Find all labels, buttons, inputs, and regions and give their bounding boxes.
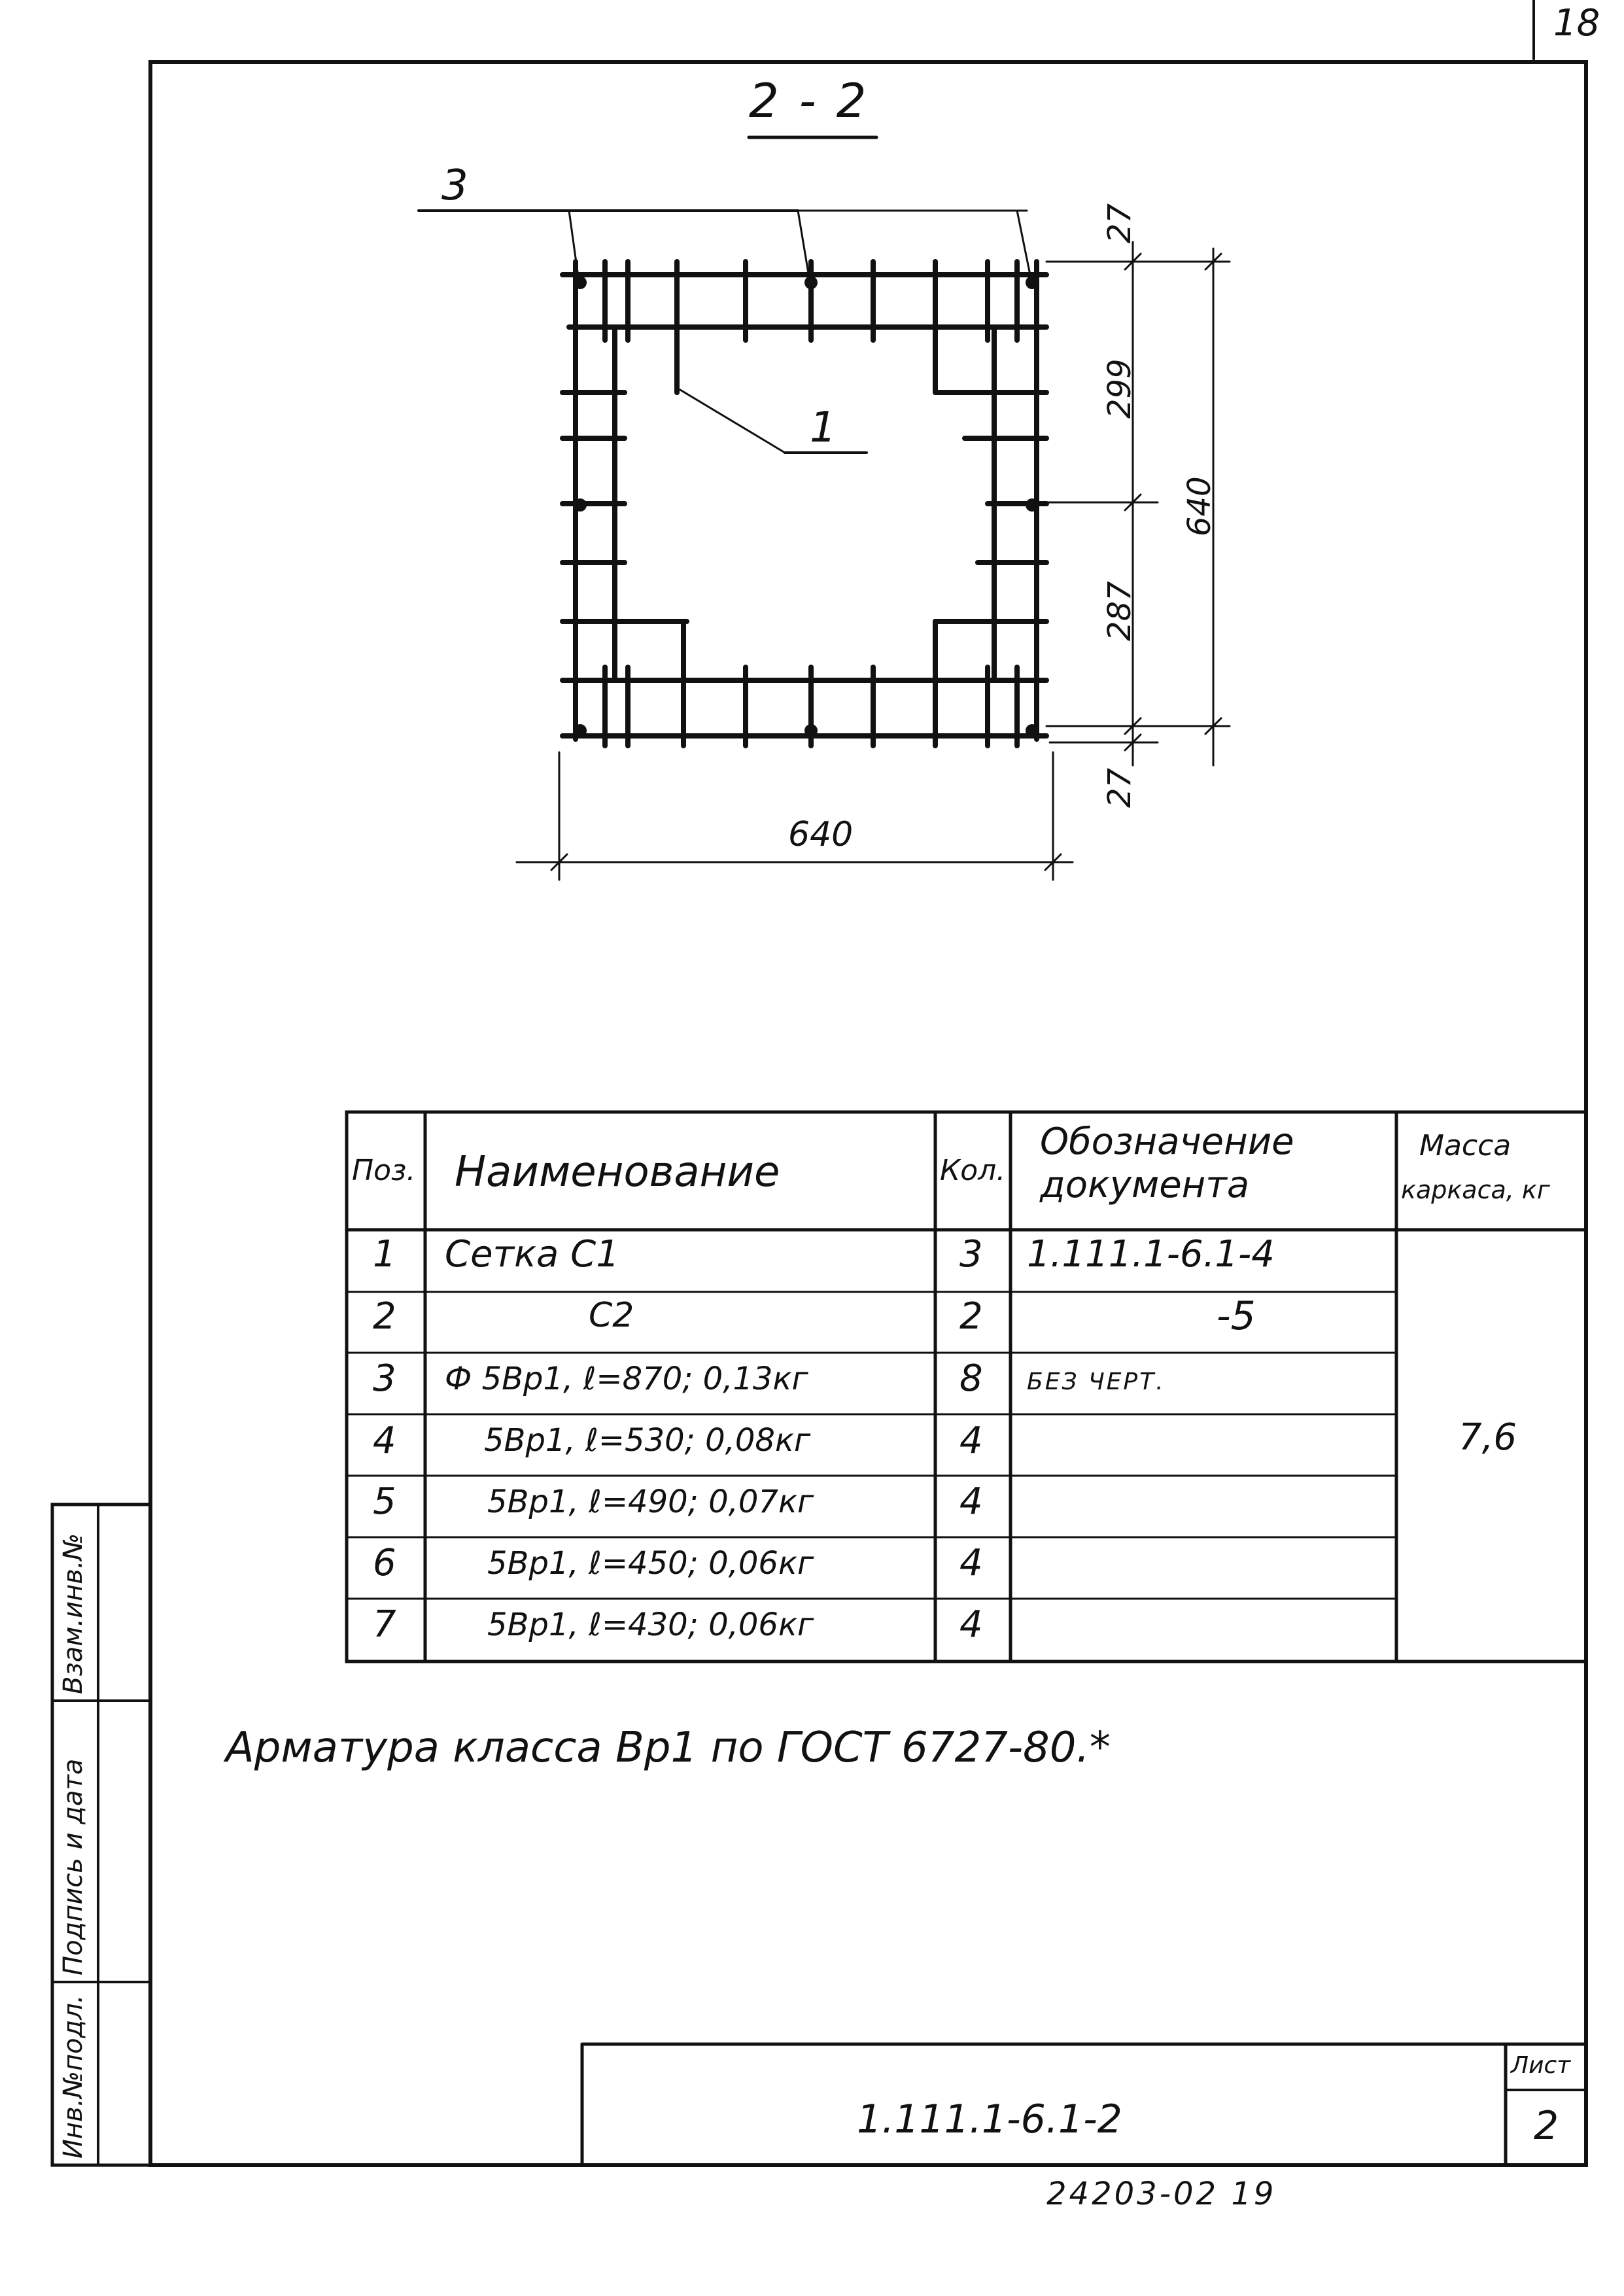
table-row-name: 5Вр1, ℓ=450; 0,06кг [487,1545,814,1582]
sheet-label: Лист [1511,2052,1571,2079]
table-row-pos: 5 [373,1480,396,1523]
table-row-pos: 3 [373,1357,396,1400]
table-row-qty: 4 [959,1419,983,1462]
table-row-pos: 7 [373,1603,396,1646]
section-label: 2 - 2 [749,73,869,128]
side-label-replace: Взам.инв.№ [58,1533,88,1694]
table-row-name: 5Вр1, ℓ=430; 0,06кг [487,1607,814,1643]
cage-nodes [574,276,1039,737]
header-qty: Кол. [940,1154,1006,1187]
table-row-pos: 2 [373,1295,396,1338]
dim-overall-horizontal: 640 [788,815,854,854]
dim-bottom-gap: 27 [1101,767,1138,808]
table-row-name: Ф 5Вр1, ℓ=870; 0,13кг [445,1361,808,1397]
table-row-qty: 8 [959,1357,983,1400]
table-row-name: С2 [589,1296,634,1335]
cage-bars [562,262,1046,746]
page-number: 18 [1553,2,1600,44]
leader-label-3: 3 [441,162,468,210]
table-row-qty: 3 [959,1233,983,1276]
table-row-pos: 4 [373,1419,396,1462]
archive-number: 24203-02 19 [1046,2176,1277,2212]
dim-lower: 287 [1101,581,1138,641]
table-row-doc: 1.111.1-6.1-4 [1027,1233,1275,1276]
table-row-pos: 6 [373,1542,396,1584]
side-label-inventory: Инв.№подл. [58,1994,88,2159]
table-row-pos: 1 [373,1233,396,1276]
dim-overall-vertical: 640 [1181,476,1218,536]
mass-value: 7,6 [1459,1416,1517,1459]
header-name: Наименование [455,1148,780,1196]
header-pos: Поз. [352,1154,416,1187]
table-row-name: Сетка С1 [445,1233,619,1276]
header-doc-1: Обозначение [1040,1121,1294,1163]
table-row-name: 5Вр1, ℓ=530; 0,08кг [484,1422,811,1459]
leader-1 [680,390,785,453]
document-code: 1.111.1-6.1-2 [857,2096,1122,2142]
sheet-number: 2 [1534,2103,1559,2149]
table-row-qty: 2 [959,1295,983,1338]
table-row-doc: -5 [1217,1293,1256,1339]
table-row-name: 5Вр1, ℓ=490; 0,07кг [487,1484,814,1520]
header-mass-1: Масса [1419,1129,1512,1162]
header-mass-2: каркаса, кг [1401,1175,1550,1204]
table-row-qty: 4 [959,1542,983,1584]
table-row-qty: 4 [959,1480,983,1523]
table-row-qty: 4 [959,1603,983,1646]
table-row-doc: БЕЗ ЧЕРТ. [1027,1368,1166,1395]
specification-table [347,1112,1588,1661]
side-label-signature: Подпись и дата [58,1758,88,1975]
reinforcement-note: Арматура класса Вр1 по ГОСТ 6727-80.* [226,1724,1111,1772]
leader-label-1: 1 [810,404,837,452]
header-doc-2: документа [1040,1164,1250,1206]
dim-top-gap: 27 [1101,203,1138,243]
dim-upper: 299 [1101,358,1138,419]
